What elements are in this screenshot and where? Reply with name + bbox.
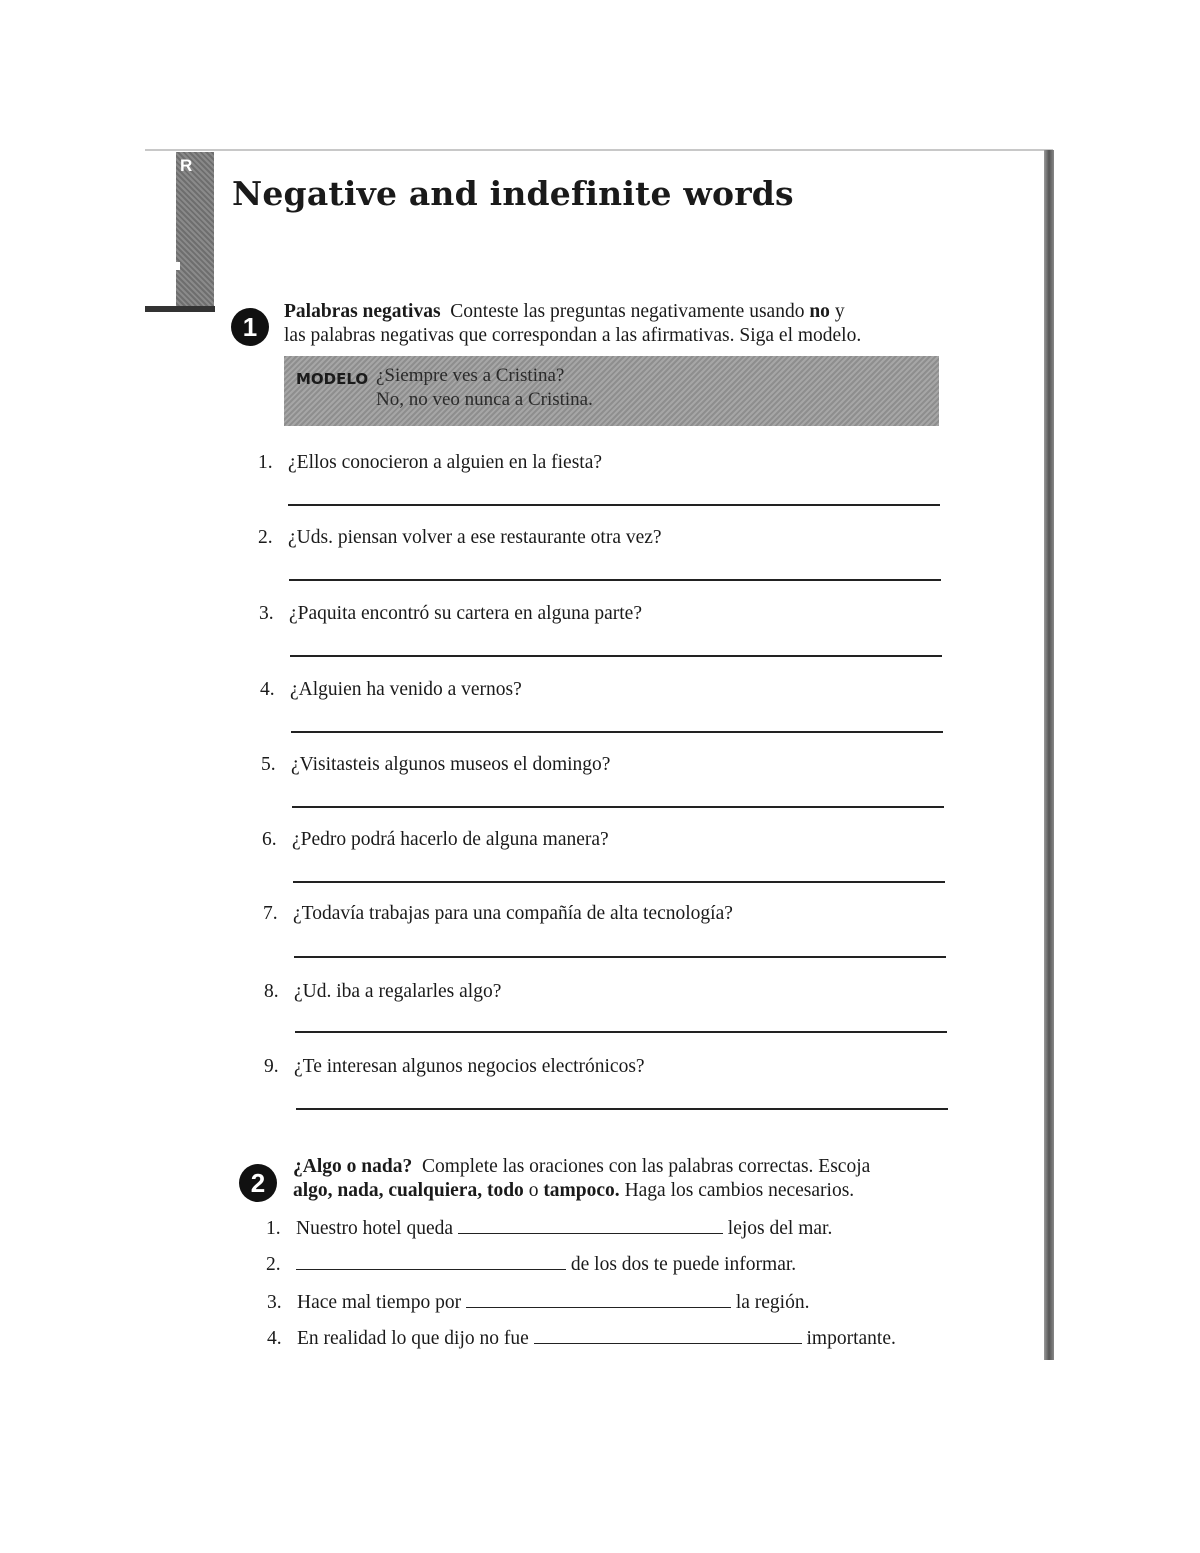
section-2-instructions-line1: Complete las oraciones con las palabras correctas. Escoja	[421, 1156, 871, 1177]
page-title: Negative and indefinite words	[232, 174, 794, 213]
question-number: 1.	[258, 452, 273, 473]
section-2-instructions-tail: Haga los cambios necesarios.	[619, 1180, 855, 1201]
section-1-badge: 1	[231, 308, 269, 346]
answer-line[interactable]	[292, 806, 944, 808]
fill-item-before: Hace mal tiempo por	[297, 1292, 462, 1313]
question-number: 3.	[259, 603, 274, 624]
section-2-title: ¿Algo o nada?	[293, 1156, 413, 1177]
side-tab-foot	[145, 306, 215, 312]
option-cualquiera: cualquiera	[388, 1180, 478, 1201]
question-number: 2.	[258, 527, 273, 548]
section-1-keyword: no	[809, 301, 830, 322]
section-2-badge: 2	[239, 1164, 277, 1202]
fill-blank[interactable]	[534, 1342, 802, 1344]
page-right-edge	[1044, 150, 1054, 1360]
fill-blank[interactable]	[458, 1232, 723, 1234]
option-nada: nada	[337, 1180, 379, 1201]
answer-line[interactable]	[293, 881, 945, 883]
modelo-question: ¿Siempre ves a Cristina?	[376, 365, 565, 386]
side-tab-letter: R	[180, 156, 193, 175]
fill-item-before: En realidad lo que dijo no fue	[297, 1328, 529, 1349]
section-2-options-line	[293, 1179, 870, 1203]
question-text: ¿Uds. piensan volver a ese restaurante otra vez?	[288, 527, 662, 548]
question-item	[261, 754, 610, 776]
option-todo: todo	[486, 1180, 524, 1201]
answer-line[interactable]	[294, 956, 946, 958]
question-text: ¿Todavía trabajas para una compañía de alta tecnología?	[293, 903, 733, 924]
page-top-rule	[145, 149, 1053, 151]
answer-line[interactable]	[289, 579, 941, 581]
option-sep: ,	[477, 1180, 487, 1201]
question-item	[264, 1056, 645, 1078]
fill-item	[266, 1254, 796, 1276]
fill-item-number: 4.	[267, 1328, 282, 1349]
option-tampoco: tampoco.	[543, 1180, 620, 1201]
question-text: ¿Alguien ha venido a vernos?	[290, 679, 522, 700]
question-number: 8.	[264, 981, 279, 1002]
section-1-instructions-b: y	[829, 301, 845, 322]
fill-item-before: Nuestro hotel queda	[296, 1218, 454, 1239]
option-or: o	[523, 1180, 544, 1201]
question-item	[259, 603, 642, 625]
option-sep: ,	[327, 1180, 338, 1201]
section-1-title: Palabras negativas	[284, 301, 441, 322]
fill-item-after: la región.	[735, 1292, 810, 1313]
question-number: 6.	[262, 829, 277, 850]
question-number: 9.	[264, 1056, 279, 1077]
modelo-answer: No, no veo nunca a Cristina.	[376, 389, 593, 410]
section-1-instructions	[284, 300, 861, 348]
answer-line[interactable]	[290, 655, 942, 657]
section-1-instructions-line2: las palabras negativas que correspondan a las afirmativas. Siga el modelo.	[284, 325, 862, 346]
question-text: ¿Visitasteis algunos museos el domingo?	[291, 754, 611, 775]
fill-blank[interactable]	[296, 1268, 566, 1270]
answer-line[interactable]	[291, 731, 943, 733]
fill-item-number: 2.	[266, 1254, 281, 1275]
answer-line[interactable]	[295, 1031, 947, 1033]
fill-item	[266, 1218, 832, 1240]
option-sep: ,	[378, 1180, 389, 1201]
question-number: 7.	[263, 903, 278, 924]
question-number: 4.	[260, 679, 275, 700]
question-text: ¿Paquita encontró su cartera en alguna parte?	[289, 603, 642, 624]
question-text: ¿Te interesan algunos negocios electrónicos?	[294, 1056, 645, 1077]
fill-item-number: 1.	[266, 1218, 281, 1239]
section-2-instructions	[293, 1155, 870, 1203]
answer-line[interactable]	[296, 1108, 948, 1110]
question-item	[260, 679, 522, 701]
question-item	[258, 527, 662, 549]
fill-item-number: 3.	[267, 1292, 282, 1313]
answer-line[interactable]	[288, 504, 940, 506]
question-text: ¿Ud. iba a regalarles algo?	[294, 981, 502, 1002]
modelo-label: MODELO	[296, 370, 369, 388]
question-item	[262, 829, 609, 851]
question-text: ¿Ellos conocieron a alguien en la fiesta?	[288, 452, 603, 473]
section-1-instructions-a: Conteste las preguntas negativamente usando	[450, 301, 810, 322]
fill-blank[interactable]	[466, 1306, 731, 1308]
fill-item-after: importante.	[806, 1328, 896, 1349]
fill-item	[267, 1328, 896, 1350]
option-algo: algo	[293, 1180, 328, 1201]
fill-item-after: de los dos te puede informar.	[570, 1254, 797, 1275]
fill-item-after: lejos del mar.	[727, 1218, 833, 1239]
side-tab-notch	[172, 262, 180, 270]
fill-item	[267, 1292, 809, 1314]
modelo-box	[284, 356, 939, 426]
question-text: ¿Pedro podrá hacerlo de alguna manera?	[292, 829, 609, 850]
question-item	[263, 903, 733, 925]
question-number: 5.	[261, 754, 276, 775]
question-item	[258, 452, 602, 474]
question-item	[264, 981, 501, 1003]
